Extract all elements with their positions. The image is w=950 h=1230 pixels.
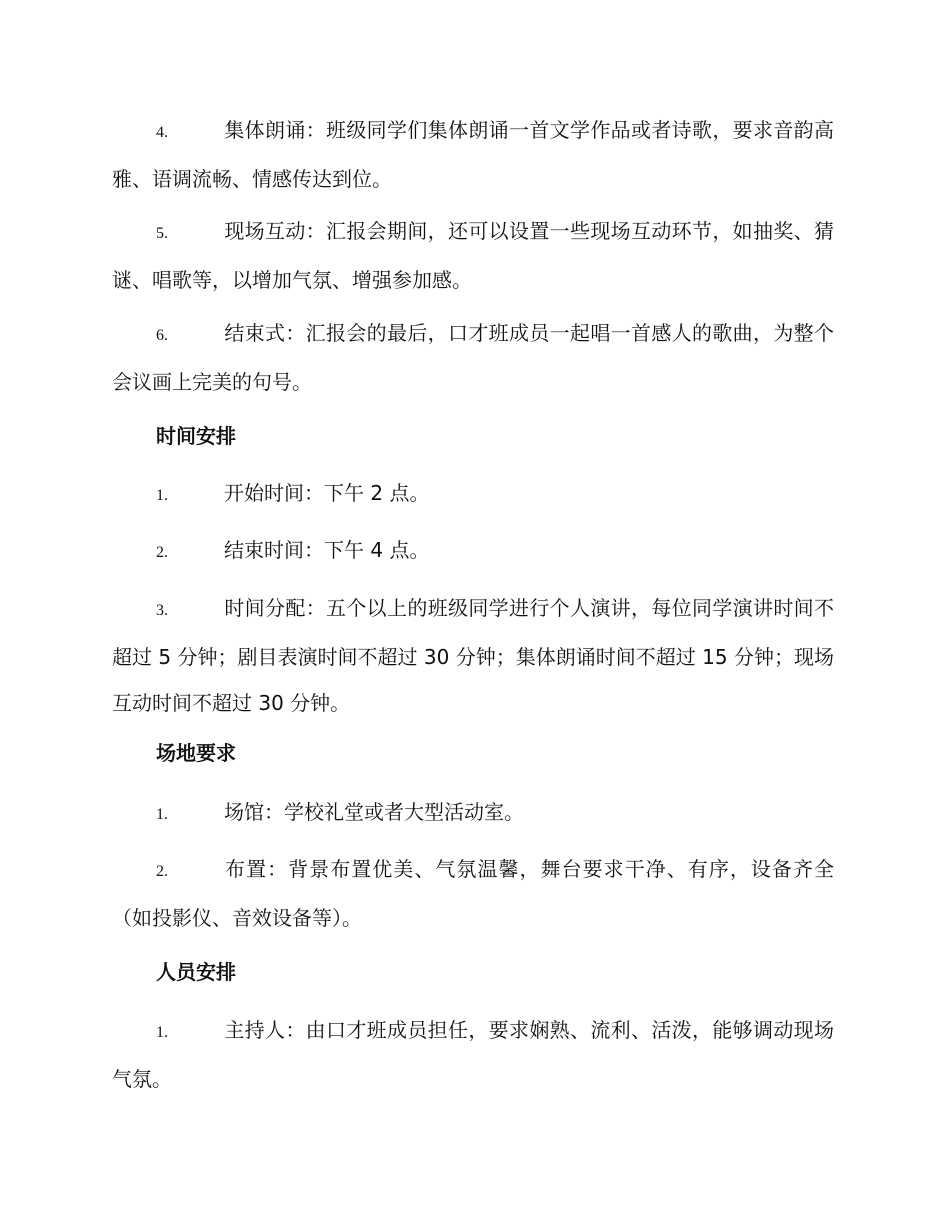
time-item-1 [112,470,834,519]
section-heading-time: 时间安排 [156,424,236,448]
list-text: 主持人：由口才班成员担任，要求娴熟、流利、活泼，能够调动现场气氛。 [112,1018,834,1091]
list-item-4 [112,107,834,202]
time-item-3 [112,585,834,726]
list-text: 结束式：汇报会的最后，口才班成员一起唱一首感人的歌曲，为整个会议画上完美的句号。 [112,321,834,394]
list-number: 2. [156,863,168,880]
list-text: 结束时间：下午 4 点。 [224,538,430,562]
list-number: 1. [156,1024,168,1041]
list-text: 时间分配：五个以上的班级同学进行个人演讲，每位同学演讲时间不超过 5 分钟；剧目表演时间不超过 30 分钟；集体朗诵时间不超过 15 分钟；现场互动时间不超过 30 分钟。 [112,596,834,715]
list-number: 3. [156,602,168,619]
list-text: 布置：背景布置优美、气氛温馨，舞台要求干净、有序，设备齐全（如投影仪、音效设备等）。 [112,857,834,930]
section-heading-staff: 人员安排 [156,960,236,984]
list-number: 6. [156,327,168,344]
list-number: 1. [156,487,168,504]
staff-item-1 [112,1007,834,1102]
list-number: 1. [156,806,168,823]
list-text: 现场互动：汇报会期间，还可以设置一些现场互动环节，如抽奖、猜谜、唱歌等，以增加气氛、增强参加感。 [112,219,834,292]
list-number: 2. [156,544,168,561]
venue-item-1 [112,789,834,838]
list-item-5 [112,208,834,303]
list-item-6 [112,310,834,405]
section-heading-venue: 场地要求 [156,741,236,765]
list-text: 场馆：学校礼堂或者大型活动室。 [224,800,524,824]
list-text: 开始时间：下午 2 点。 [224,481,430,505]
venue-item-2 [112,846,834,941]
list-number: 4. [156,124,168,141]
time-item-2 [112,527,834,576]
list-text: 集体朗诵：班级同学们集体朗诵一首文学作品或者诗歌，要求音韵高雅、语调流畅、情感传达到位。 [112,118,834,191]
list-number: 5. [156,225,168,242]
